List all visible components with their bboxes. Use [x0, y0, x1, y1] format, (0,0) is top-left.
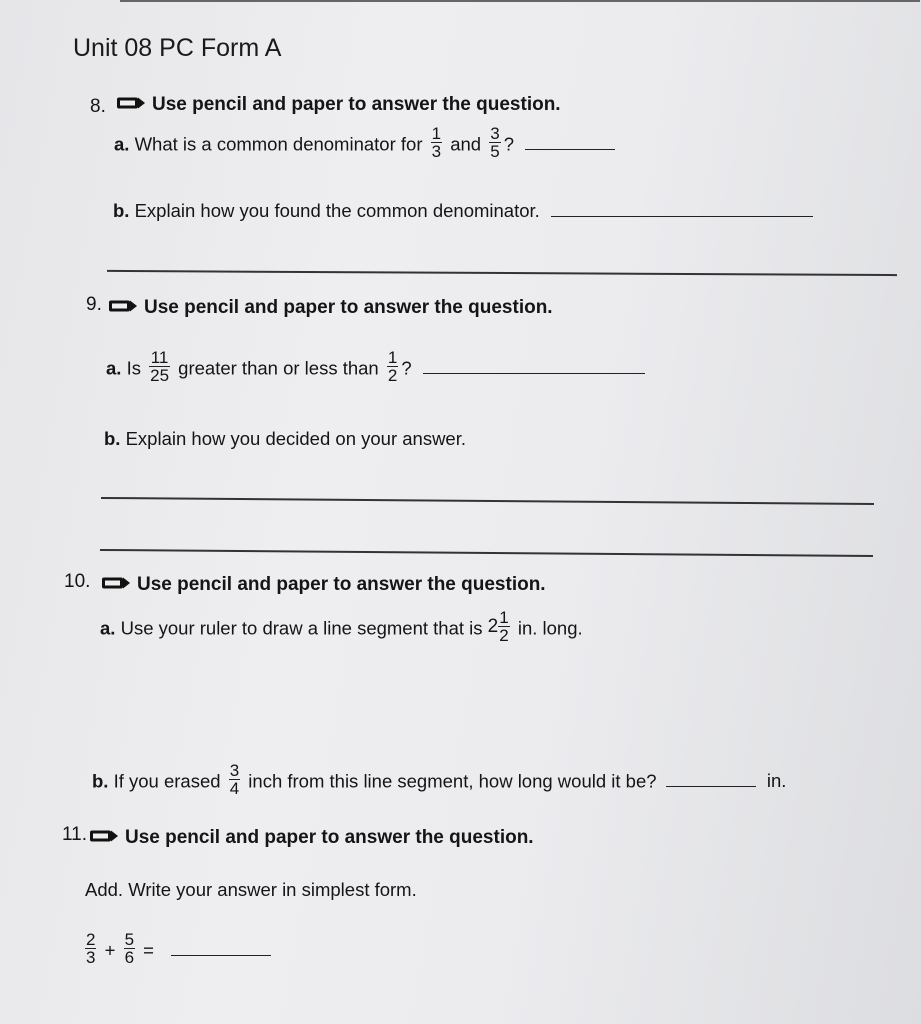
question-11-prompt: Add. Write your answer in simplest form. [85, 879, 417, 900]
fraction-denominator: 3 [86, 948, 96, 967]
q10b-answer-blank[interactable] [666, 772, 756, 787]
q8b-text: Explain how you found the common denominator. [134, 200, 540, 221]
pencil-icon [116, 96, 146, 110]
fraction-two-thirds [85, 931, 96, 966]
fraction-three-fifths [489, 125, 500, 160]
question-11-number: 11. [62, 824, 88, 845]
fraction-numerator: 5 [124, 930, 135, 949]
question-10-number: 10. [64, 571, 91, 592]
question-11-expression [82, 930, 271, 969]
fraction-one-third [431, 125, 442, 160]
question-8-instruction: Use pencil and paper to answer the question. [152, 94, 561, 115]
question-9a [106, 348, 645, 387]
fraction-numerator: 1 [499, 608, 509, 627]
plus-sign: + [104, 939, 116, 961]
page-title: Unit 08 PC Form A [73, 34, 282, 62]
q8a-answer-blank[interactable] [525, 135, 615, 150]
question-8-header [112, 94, 561, 116]
page-top-rule [120, 0, 920, 2]
fraction-denominator: 6 [124, 948, 135, 967]
fraction-numerator: 2 [86, 930, 96, 949]
q9b-answer-line-2[interactable] [100, 549, 873, 557]
fraction-three-fourths [229, 762, 240, 797]
question-8a [114, 124, 615, 163]
pencil-icon [101, 576, 131, 590]
pencil-icon [89, 829, 119, 843]
question-9-header [104, 297, 553, 319]
question-9b [104, 428, 466, 450]
q9b-letter: b. [104, 428, 121, 449]
fraction-numerator: 11 [150, 348, 169, 367]
fraction-denominator: 2 [499, 626, 509, 645]
question-10-header [97, 574, 546, 596]
q8a-and: and [450, 133, 482, 155]
question-9-number: 9. [86, 294, 102, 315]
fraction-denominator: 2 [387, 366, 398, 385]
fraction-numerator: 3 [490, 124, 500, 143]
mixed-number-whole: 2 [487, 615, 499, 637]
fraction-one-half [498, 609, 509, 644]
equals-sign: = [143, 939, 154, 961]
q9a-question-mark: ? [401, 357, 412, 379]
fraction-numerator: 1 [431, 124, 442, 143]
fraction-denominator: 4 [229, 779, 240, 798]
question-9-instruction: Use pencil and paper to answer the question. [144, 297, 553, 318]
q8a-letter: a. [114, 133, 130, 155]
fraction-numerator: 1 [387, 348, 398, 367]
q9a-text: greater than or less than [178, 357, 379, 379]
q8b-answer-line[interactable] [107, 270, 897, 276]
question-8-number: 8. [90, 96, 106, 117]
pencil-icon [108, 299, 138, 313]
fraction-denominator: 3 [431, 142, 442, 161]
question-11-instruction: Use pencil and paper to answer the question. [125, 827, 534, 848]
q10b-letter: b. [92, 770, 109, 792]
q10b-unit: in. [766, 770, 787, 792]
question-10-instruction: Use pencil and paper to answer the question. [137, 574, 546, 595]
q8a-question-mark: ? [503, 133, 515, 155]
fraction-five-sixths [124, 931, 135, 966]
question-10a [100, 608, 583, 647]
question-10b [92, 761, 787, 800]
question-8b [113, 200, 813, 222]
q8b-answer-blank[interactable] [551, 202, 813, 217]
fraction-numerator: 3 [229, 761, 240, 780]
q9a-letter: a. [106, 357, 122, 379]
q8b-letter: b. [113, 200, 130, 221]
q10b-text-1: If you erased [113, 770, 221, 792]
question-11-header [85, 827, 534, 849]
q10a-letter: a. [100, 617, 116, 639]
q9a-is: Is [126, 357, 141, 379]
fraction-denominator: 5 [490, 142, 500, 161]
q8a-text: What is a common denominator for [134, 133, 423, 155]
fraction-eleven-twentyfifths [149, 349, 170, 384]
q10b-text-2: inch from this line segment, how long would it be? [248, 770, 657, 792]
q9a-answer-blank[interactable] [423, 359, 645, 374]
q10a-text: Use your ruler to draw a line segment that is [120, 617, 483, 639]
q9b-text: Explain how you decided on your answer. [125, 428, 467, 449]
fraction-denominator: 25 [150, 366, 170, 385]
q9b-answer-line-1[interactable] [101, 497, 874, 505]
q11-answer-blank[interactable] [171, 941, 271, 956]
fraction-one-half [387, 349, 398, 384]
q10a-end: in. long. [517, 617, 583, 639]
